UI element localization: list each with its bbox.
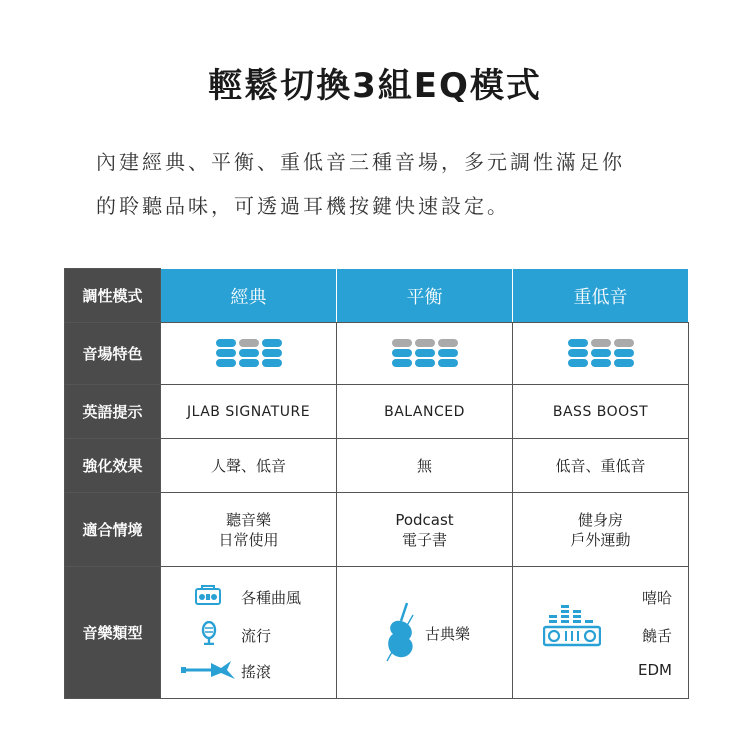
corner-header: 調性模式 <box>65 269 161 323</box>
scene-signature-1: 聽音樂 <box>225 510 271 529</box>
genre-bass-3: EDM <box>638 661 672 679</box>
genre-bass-2: 饒舌 <box>641 627 672 645</box>
genre-signature <box>161 567 337 699</box>
eq-mode-table <box>64 268 689 699</box>
sound-row <box>65 323 689 385</box>
effect-signature: 人聲、低音 <box>161 439 337 493</box>
row-label-effect: 強化效果 <box>65 439 161 493</box>
genre-balanced <box>337 567 513 699</box>
prompt-bass: BASS BOOST <box>513 385 689 439</box>
description-line-1: 內建經典、平衡、重低音三種音場，多元調性滿足你 <box>96 150 625 174</box>
effect-balanced: 無 <box>337 439 513 493</box>
mode-bass-boost: 重低音 <box>513 269 689 323</box>
scene-signature <box>161 493 337 567</box>
effect-row <box>65 439 689 493</box>
description <box>96 140 696 228</box>
genre-bass <box>513 567 689 699</box>
genre-balanced-1: 古典樂 <box>425 625 471 643</box>
microphone-icon <box>199 621 219 645</box>
genre-row <box>65 567 689 699</box>
eq-cell-balanced <box>337 323 513 385</box>
eq-balanced-icon <box>392 337 458 369</box>
mode-balanced: 平衡 <box>337 269 513 323</box>
eq-bass-icon <box>568 337 634 369</box>
eq-signature-icon <box>216 337 282 369</box>
page-title: 輕鬆切換3組EQ模式 <box>208 66 542 106</box>
electric-guitar-icon <box>181 659 237 681</box>
scene-bass-1: 健身房 <box>577 510 623 529</box>
effect-bass: 低音、重低音 <box>513 439 689 493</box>
prompt-signature: JLAB SIGNATURE <box>161 385 337 439</box>
prompt-balanced: BALANCED <box>337 385 513 439</box>
row-label-genre: 音樂類型 <box>65 567 161 699</box>
mode-signature: 經典 <box>161 269 337 323</box>
header-row <box>65 269 689 323</box>
scene-balanced-1: Podcast <box>395 510 454 529</box>
eq-cell-signature <box>161 323 337 385</box>
row-label-prompt: 英語提示 <box>65 385 161 439</box>
scene-signature-2: 日常使用 <box>218 530 279 549</box>
genre-signature-1: 各種曲風 <box>241 589 302 607</box>
eq-cell-bass <box>513 323 689 385</box>
scene-balanced-2: 電子書 <box>401 530 447 549</box>
row-label-sound: 音場特色 <box>65 323 161 385</box>
violin-icon <box>383 601 417 663</box>
scene-balanced <box>337 493 513 567</box>
boombox-icon <box>195 585 221 605</box>
description-line-2: 的聆聽品味，可透過耳機按鍵快速設定。 <box>96 194 510 218</box>
scene-bass-2: 戶外運動 <box>570 530 631 549</box>
genre-signature-3: 搖滾 <box>241 663 272 681</box>
genre-bass-1: 嘻哈 <box>641 589 672 607</box>
scene-row <box>65 493 689 567</box>
genre-signature-2: 流行 <box>241 627 272 645</box>
scene-bass <box>513 493 689 567</box>
row-label-scene: 適合情境 <box>65 493 161 567</box>
dj-equalizer-icon <box>543 603 601 661</box>
prompt-row <box>65 385 689 439</box>
